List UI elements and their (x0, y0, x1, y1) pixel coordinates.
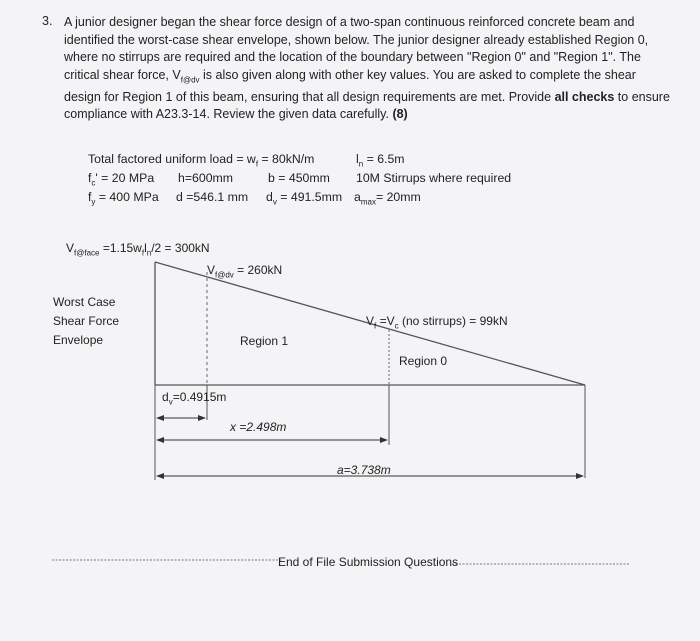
b-value: b = 450mm (268, 171, 330, 185)
vface-label: $V_{f@face} =1.15w_fl_n/2 = 300kN$ (66, 241, 210, 258)
load-value: Total factored uniform load = $w_f = 80kN/m$ (88, 152, 315, 169)
dv-dim-label: $d_v=0.4915m$ (162, 390, 227, 407)
x-dim-label: x =2.498m (230, 420, 287, 434)
stirrups-value: 10M Stirrups where required (356, 171, 512, 185)
a-dim-label: a=3.738m (337, 463, 391, 477)
question-line: critical shear force, $V_{f@dv}$ is also given along with other key values. You are asked to complete the shear (64, 67, 636, 84)
question-line: identified the worst-case shear envelope, shown below. The junior designer already established Region 0, (64, 32, 649, 47)
region-1-label: Region 1 (240, 334, 289, 348)
footer-text: End of File Submission Questions (278, 555, 459, 569)
question-line: compliance with A23.3-14. Review the given data carefully. (8) (64, 107, 408, 121)
marks: (8) (392, 107, 408, 121)
vc-label: $V_f =V_c$ (no stirrups) = 99kN (366, 314, 508, 331)
envelope-label: Worst Case Shear Force Envelope (53, 295, 120, 347)
question-line: design for Region 1 of this beam, ensuring that all design requirements are met. Provide all checks to ensure (64, 89, 670, 104)
region-0-label: Region 0 (399, 354, 448, 368)
fy-value: $f_y = 400$ MPa (88, 190, 159, 207)
fc-value: $f_c' = 20$ MPa (88, 171, 155, 188)
question-line: A junior designer began the shear force design of a two-span continuous reinforced concrete beam and (64, 15, 635, 29)
question-line: where no stirrups are required and the location of the boundary between "Region 0" and "Region 1". The (64, 50, 641, 64)
vdv-label: $V_{f@dv} = 260kN$ (207, 263, 283, 280)
ln-value: $l_n = 6.5m$ (356, 152, 405, 169)
d-value: d =546.1 mm (176, 190, 249, 204)
question-number: 3. (42, 14, 53, 28)
h-value: h=600mm (178, 171, 234, 185)
amax-value: $a_{max}= 20mm$ (354, 190, 421, 207)
dv-value: $d_v = 491.5mm$ (266, 190, 343, 207)
